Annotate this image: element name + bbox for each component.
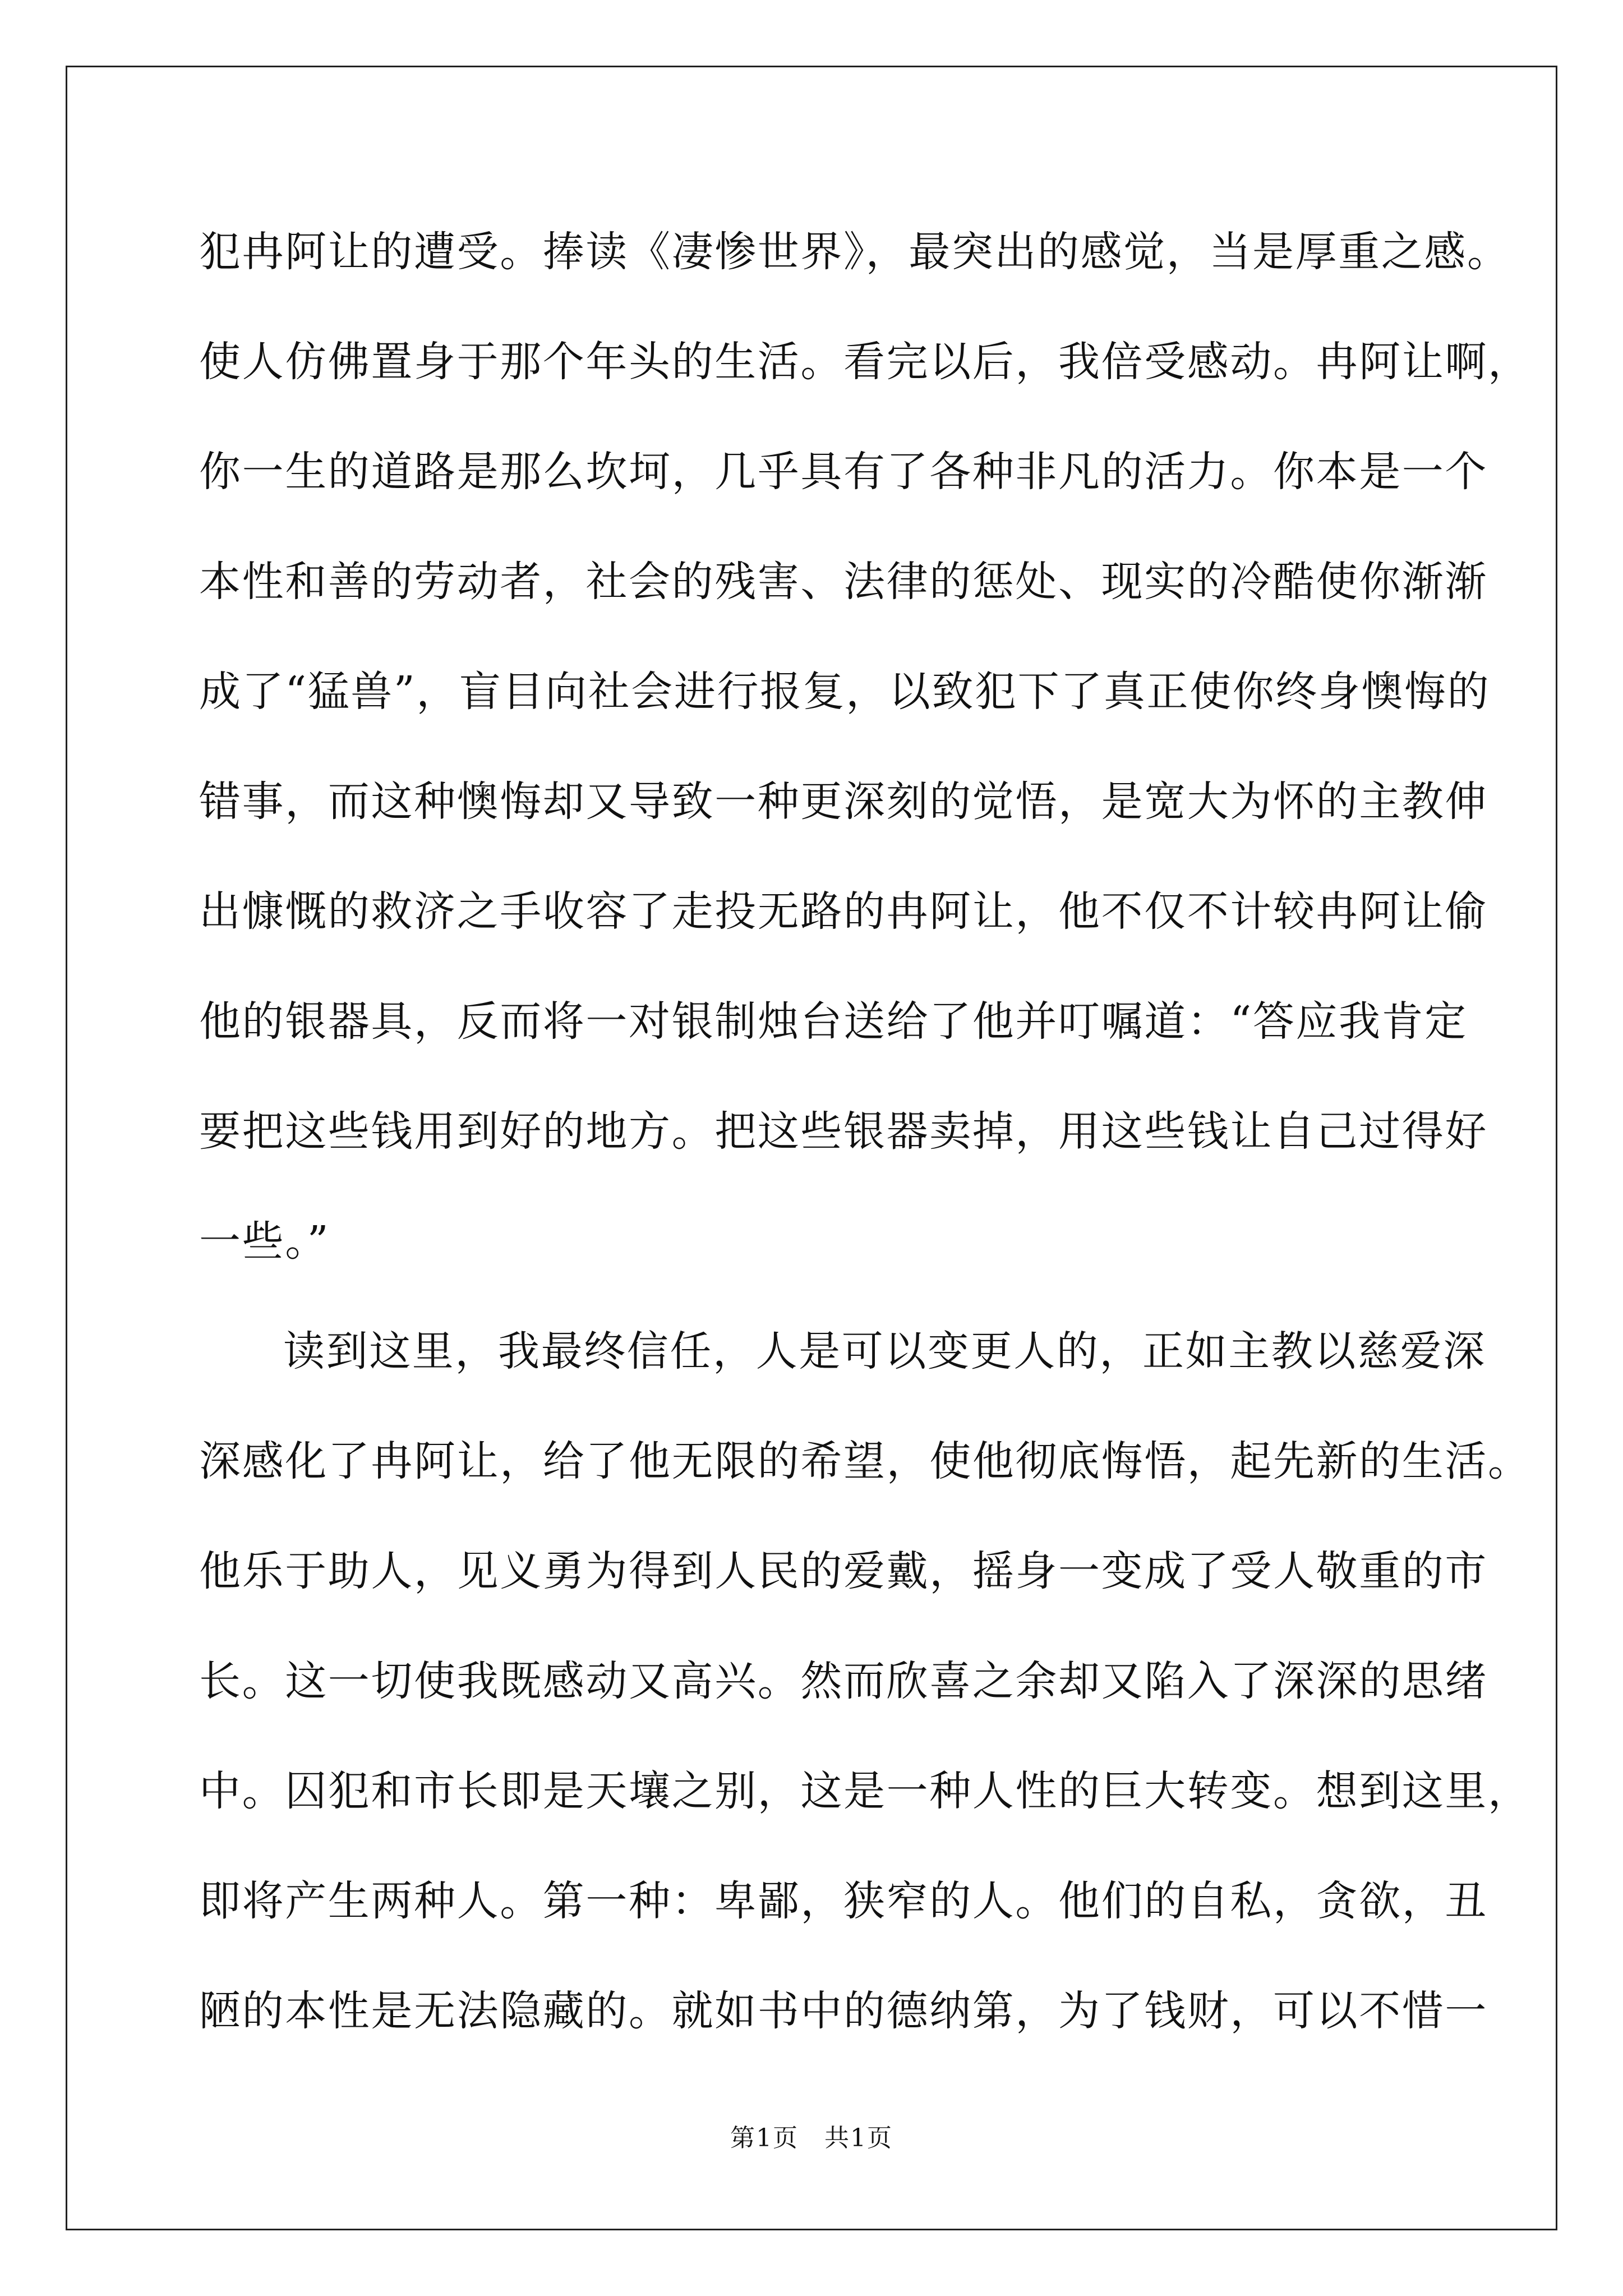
page-number-current: 第1页 bbox=[730, 2124, 799, 2152]
text-line: 即将产生两种人。第一种：卑鄙，狭窄的人。他们的自私，贪欲，丑 bbox=[199, 1877, 1488, 1925]
text-line: 出慷慨的救济之手收容了走投无路的冉阿让，他不仅不计较冉阿让偷 bbox=[199, 887, 1488, 936]
text-line: 本性和善的劳动者，社会的残害、法律的惩处、现实的冷酷使你渐渐 bbox=[199, 558, 1488, 606]
body-text bbox=[199, 197, 1531, 2066]
text-line: 他的银器具，反而将一对银制烛台送给了他并叮嘱道：“答应我肯定 bbox=[199, 997, 1468, 1046]
text-line: 读到这里，我最终信任，人是可以变更人的，正如主教以慈爱深 bbox=[283, 1327, 1486, 1375]
text-line: 犯冉阿让的遭受。捧读《凄惨世界》，最突出的感觉，当是厚重之感。 bbox=[199, 228, 1510, 276]
text-line: 陋的本性是无法隐藏的。就如书中的德纳第，为了钱财，可以不惜一 bbox=[199, 1987, 1488, 2035]
page-footer bbox=[0, 2122, 1623, 2155]
text-line: 要把这些钱用到好的地方。把这些银器卖掉，用这些钱让自己过得好 bbox=[199, 1107, 1488, 1156]
text-line: 一些。” bbox=[199, 1217, 330, 1266]
text-line: 中。囚犯和市长即是天壤之别，这是一种人性的巨大转变。想到这里， bbox=[199, 1767, 1531, 1815]
text-line: 你一生的道路是那么坎坷，几乎具有了各种非凡的活力。你本是一个 bbox=[199, 448, 1488, 496]
text-line: 错事，而这种懊悔却又导致一种更深刻的觉悟，是宽大为怀的主教伸 bbox=[199, 777, 1488, 826]
text-line: 他乐于助人，见义勇为得到人民的爱戴，摇身一变成了受人敬重的市 bbox=[199, 1547, 1488, 1595]
text-line: 深感化了冉阿让，给了他无限的希望，使他彻底悔悟，起先新的生活。 bbox=[199, 1437, 1531, 1485]
page-number-total: 共1页 bbox=[824, 2124, 893, 2152]
text-line: 使人仿佛置身于那个年头的生活。看完以后，我倍受感动。冉阿让啊， bbox=[199, 338, 1531, 386]
text-line: 长。这一切使我既感动又高兴。然而欣喜之余却又陷入了深深的思绪 bbox=[199, 1657, 1488, 1705]
text-line: 成了“猛兽”，盲目向社会进行报复，以致犯下了真正使你终身懊悔的 bbox=[199, 668, 1491, 716]
